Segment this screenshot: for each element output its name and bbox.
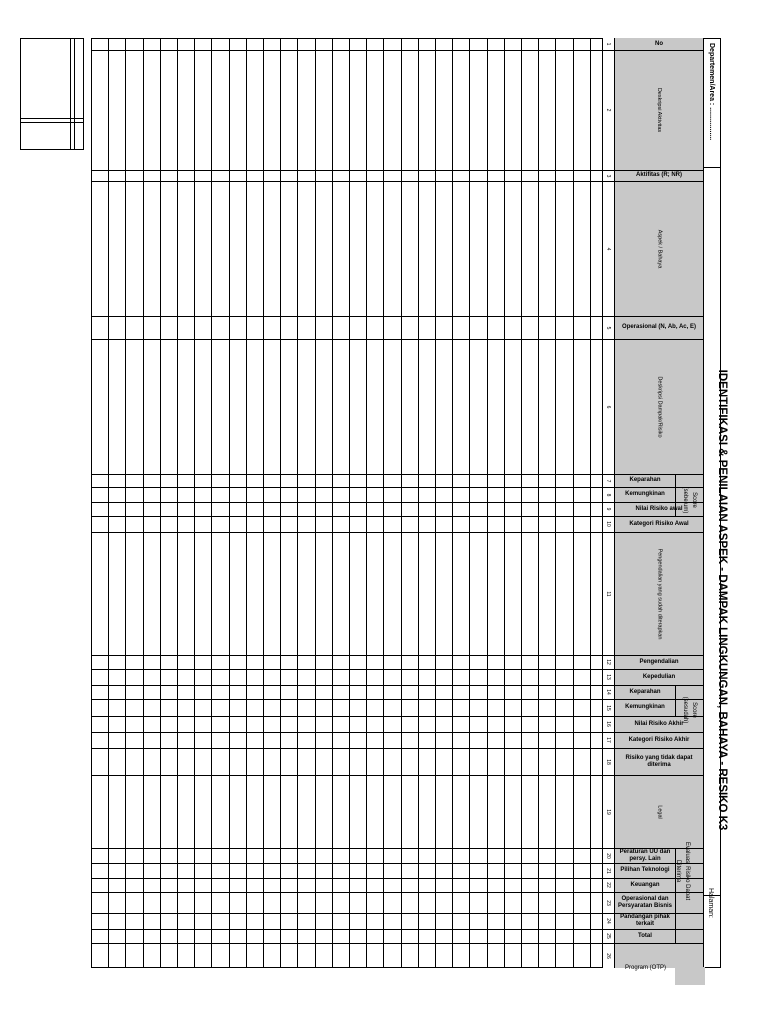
data-row-line (573, 38, 574, 968)
group-score-before: Score (sebelum) (682, 486, 697, 514)
column-header: Total (638, 932, 652, 939)
data-row-line (538, 38, 539, 968)
form-title: IDENTIFIKASI & PENILAIAN ASPEK - DAMPAK LINGKUNGAN, BAHAYA - RESIKO K3 (716, 369, 728, 831)
column-header: Pilihan Teknologi (620, 867, 670, 873)
column-header: Nilai Risiko Akhir (634, 720, 684, 727)
data-row-line (469, 38, 470, 968)
data-row-line (332, 38, 333, 968)
column-number: 21 (605, 867, 611, 874)
column-number: 12 (605, 659, 611, 665)
data-row-line (143, 38, 144, 968)
data-row-line (194, 38, 195, 968)
side-box (20, 38, 84, 150)
data-row-line (229, 38, 230, 968)
row-separator (91, 775, 703, 776)
column-number: 17 (605, 737, 611, 743)
column-header: Deskripsi Aktivitas (656, 87, 662, 133)
column-number: 6 (605, 405, 611, 408)
column-number: 3 (605, 174, 611, 177)
column-number: 4 (605, 247, 611, 250)
column-header: Kategori Risiko Awal (629, 520, 689, 527)
column-header: Pengendalian (639, 658, 679, 665)
data-row-line (401, 38, 402, 968)
data-row-line (521, 38, 522, 968)
row-separator (91, 316, 703, 317)
column-number: 7 (605, 479, 611, 482)
column-number: 8 (605, 493, 611, 496)
column-header: Operasional (N, Ab, Ac, E) (622, 324, 696, 330)
data-row-line (177, 38, 178, 968)
column-number: 15 (605, 704, 611, 711)
data-row-line (211, 38, 212, 968)
column-header: Kemungkinan (625, 491, 665, 497)
group-score-after: Score (sesudah) (682, 696, 697, 724)
column-header: Pandangan pihak terkait (620, 914, 670, 927)
data-row-line (160, 38, 161, 968)
column-header: Pengendalian yang sudah diterapkan (656, 548, 662, 639)
column-number: 25 (605, 933, 611, 939)
page-label: Halaman: (707, 888, 714, 918)
data-row-line (366, 38, 367, 968)
column-number: 10 (605, 521, 611, 527)
column-header: Nilai Risiko awal (635, 505, 683, 512)
data-row-line (418, 38, 419, 968)
column-number: 26 (605, 952, 611, 959)
column-number: 14 (605, 689, 611, 695)
column-header: Aktifitas (R; NR) (636, 172, 682, 178)
column-number: 22 (605, 882, 611, 888)
data-row-line (452, 38, 453, 968)
data-row-line (487, 38, 488, 968)
column-number: 2 (605, 108, 611, 112)
column-header: Kepedulian (642, 673, 676, 680)
data-row-line (246, 38, 247, 968)
row-separator (91, 339, 703, 340)
group-divider (675, 685, 676, 716)
data-row-line (590, 38, 591, 968)
column-header: Operasional dan Persyaratan Bisnis (617, 895, 673, 909)
data-row-line (504, 38, 505, 968)
column-number: 9 (605, 507, 611, 511)
column-number: 5 (605, 326, 611, 329)
column-number: 23 (605, 899, 611, 906)
column-header: Legal (656, 804, 662, 819)
data-row-line (315, 38, 316, 968)
column-number: 19 (605, 808, 611, 815)
data-row-line (435, 38, 436, 968)
group-evaluation: Evaluasi Risiko Dapat Diterima (675, 841, 690, 901)
column-header (615, 944, 703, 967)
column-number: 24 (605, 918, 611, 924)
column-header: Kategori Risiko Akhir (628, 736, 690, 743)
column-header: Risiko yang tidak dapat diterima (625, 754, 693, 768)
column-number: 20 (605, 852, 611, 859)
footer-label: Program (OTP) (625, 965, 667, 971)
column-header: Keuangan (630, 881, 660, 888)
data-row-line (297, 38, 298, 968)
column-header: No (655, 40, 663, 47)
column-header: Kemungkinan (625, 704, 665, 710)
data-row-line (280, 38, 281, 968)
column-header: Keparahan (629, 477, 661, 483)
column-number: 18 (605, 758, 611, 765)
column-number: 16 (605, 721, 611, 727)
data-row-line (555, 38, 556, 968)
data-row-line (349, 38, 350, 968)
column-number: 1 (605, 42, 611, 46)
department-label: Departemen/Area : ................. (708, 43, 715, 141)
column-header: Aspek / Bahaya (656, 229, 662, 268)
column-number: 11 (605, 590, 611, 597)
column-header: Deskripsi Dampak/Risiko (656, 375, 662, 438)
data-row-line (108, 38, 109, 968)
data-row-line (383, 38, 384, 968)
data-row-line (125, 38, 126, 968)
data-row-line (263, 38, 264, 968)
column-number: 13 (605, 674, 611, 680)
column-header: Keparahan (629, 688, 661, 695)
column-header: Peraturan UU dan persy. Lain (619, 848, 671, 862)
